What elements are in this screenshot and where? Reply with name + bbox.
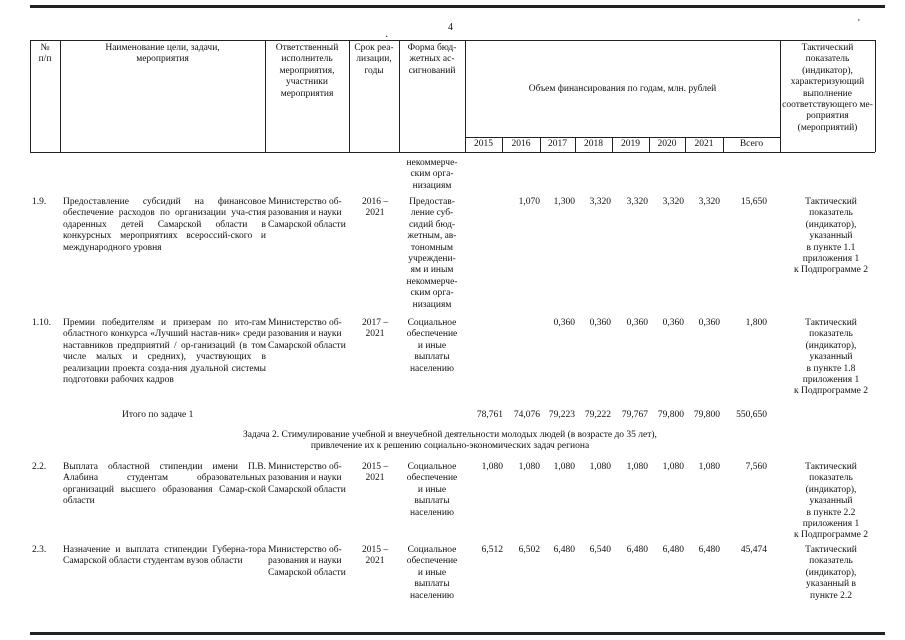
row-number: 1.9. — [32, 197, 47, 207]
row-indicator: Тактический показатель (индикатор), указанный в пункте 2.2 — [805, 545, 857, 601]
value-2020: 1,080 — [662, 462, 684, 472]
header-number: № п/п — [38, 43, 52, 65]
total-all: 550,650 — [736, 410, 767, 420]
row-indicator: Тактический показатель (индикатор), указанный в пункте 1.8 приложения 1 к Подпрограмме 2 — [794, 318, 868, 397]
carry-over-form: некоммерче- ским орга- низациям — [406, 158, 458, 191]
total-2015: 78,761 — [476, 410, 503, 420]
value-total: 1,800 — [745, 318, 767, 328]
row-executor: Министерство об- разования и науки Самарской области — [268, 318, 346, 351]
row-form: Предостав- ление суб- сидий бюд- жетным, ав- тономным учреждени- ям и иным некоммерче- ским орга- низациям — [406, 197, 458, 310]
value-total: 15,650 — [740, 197, 767, 207]
value-2016: 6,502 — [518, 545, 540, 555]
value-2015: 1,080 — [481, 462, 503, 472]
table-header — [30, 40, 875, 152]
header-funding: Объем финансирования по годам, млн. рублей — [528, 84, 717, 94]
row-term: 2015 – 2021 — [361, 462, 389, 484]
total-2017: 79,223 — [548, 410, 575, 420]
value-2021: 6,480 — [698, 545, 720, 555]
total-2019: 79,767 — [621, 410, 648, 420]
row-executor: Министерство об- разования и науки Самарской области — [268, 462, 346, 495]
row-name: Назначение и выплата стипендии Губерна-тора Самарской области студентам вузов области — [63, 545, 266, 567]
value-2018: 1,080 — [589, 462, 611, 472]
total-2016: 74,076 — [513, 410, 540, 420]
value-2019: 6,480 — [626, 545, 648, 555]
year-2018: 2018 — [584, 139, 603, 149]
value-2017: 0,360 — [553, 318, 575, 328]
row-form: Социальное обеспечение и иные выплаты населению — [406, 545, 458, 601]
task2-title: Задача 2. Стимулирование учебной и внеучебной деятельности молодых людей (в возрасте до 35 лет), привлечение их к решению социально-экономических задач региона — [243, 430, 657, 452]
value-2018: 3,320 — [589, 197, 611, 207]
total-2021: 79,800 — [693, 410, 720, 420]
row-term: 2015 – 2021 — [361, 545, 389, 567]
value-2020: 0,360 — [662, 318, 684, 328]
total-2018: 79,222 — [584, 410, 611, 420]
year-2021: 2021 — [694, 139, 714, 149]
header-name: Наименование цели, задачи, мероприятия — [105, 43, 220, 65]
value-2017: 1,080 — [553, 462, 575, 472]
row-executor: Министерство об- разования и науки Самарской области — [268, 197, 346, 230]
bottom-rule — [30, 632, 885, 635]
value-2017: 6,480 — [553, 545, 575, 555]
value-2020: 6,480 — [662, 545, 684, 555]
value-2018: 0,360 — [589, 318, 611, 328]
value-2016: 1,080 — [518, 462, 540, 472]
header-executor: Ответственный исполнитель мероприятия, участники мероприятия — [275, 43, 339, 99]
total-label: Итого по задаче 1 — [122, 410, 194, 420]
year-2019: 2019 — [621, 139, 640, 149]
value-2020: 3,320 — [662, 197, 684, 207]
row-number: 2.3. — [32, 545, 47, 555]
row-term: 2016 – 2021 — [361, 197, 389, 219]
year-2017: 2017 — [548, 139, 567, 149]
page-number: 4 — [448, 22, 453, 33]
top-rule — [30, 5, 885, 8]
row-executor: Министерство об- разования и науки Самарской области — [268, 545, 346, 578]
value-total: 7,560 — [745, 462, 767, 472]
header-term: Срок реа- лизации, годы — [354, 43, 394, 76]
year-2020: 2020 — [657, 139, 677, 149]
year-2016: 2016 — [511, 139, 531, 149]
header-form: Форма бюд- жетных ас- сигнований — [407, 43, 457, 76]
year-2015: 2015 — [474, 139, 493, 149]
row-indicator: Тактический показатель (индикатор), указанный в пункте 2.2 приложения 1 к Подпрограмме 2 — [794, 462, 868, 541]
total-2020: 79,800 — [657, 410, 684, 420]
value-2017: 1,300 — [553, 197, 575, 207]
row-indicator: Тактический показатель (индикатор), указанный в пункте 1.1 приложения 1 к Подпрограмме 2 — [794, 197, 868, 276]
value-2019: 3,320 — [626, 197, 648, 207]
row-number: 2.2. — [32, 462, 47, 472]
header-indicator: Тактический показатель (индикатор), характеризующий выполнение соответствующего ме- роприятия (мероприятий) — [782, 43, 873, 133]
value-total: 45,474 — [740, 545, 767, 555]
value-2019: 0,360 — [626, 318, 648, 328]
row-form: Социальное обеспечение и иные выплаты населению — [406, 318, 458, 374]
value-2018: 6,540 — [589, 545, 611, 555]
value-2021: 0,360 — [698, 318, 720, 328]
scan-mark: · — [385, 32, 389, 43]
row-form: Социальное обеспечение и иные выплаты населению — [406, 462, 458, 518]
row-name: Премии победителям и призерам по ито-гам областного конкурса «Лучший настав-ник» среди наставников предприятий / ор-ганизаций (в том числе малых и средних), участвующих в реализации проекта созда-ния дуальной системы подготовки рабочих кадров — [63, 318, 266, 385]
value-2021: 1,080 — [698, 462, 720, 472]
row-term: 2017 – 2021 — [361, 318, 389, 340]
row-name: Предоставление субсидий на финансовое обеспечение расходов по организации уча-стия одаренных детей Самарской области в конкурсных мероприятиях всероссий-ского и международного уровня — [63, 197, 266, 253]
value-2016: 1,070 — [518, 197, 540, 207]
value-2019: 1,080 — [626, 462, 648, 472]
row-name: Выплата областной стипендии имени П.В. Алабина студентам образовательных организаций высшего образования Самар-ской области — [63, 462, 266, 507]
scan-mark: ' — [858, 18, 860, 29]
year-total: Всего — [739, 139, 764, 149]
value-2021: 3,320 — [698, 197, 720, 207]
value-2015: 6,512 — [481, 545, 503, 555]
row-number: 1.10. — [32, 318, 51, 328]
